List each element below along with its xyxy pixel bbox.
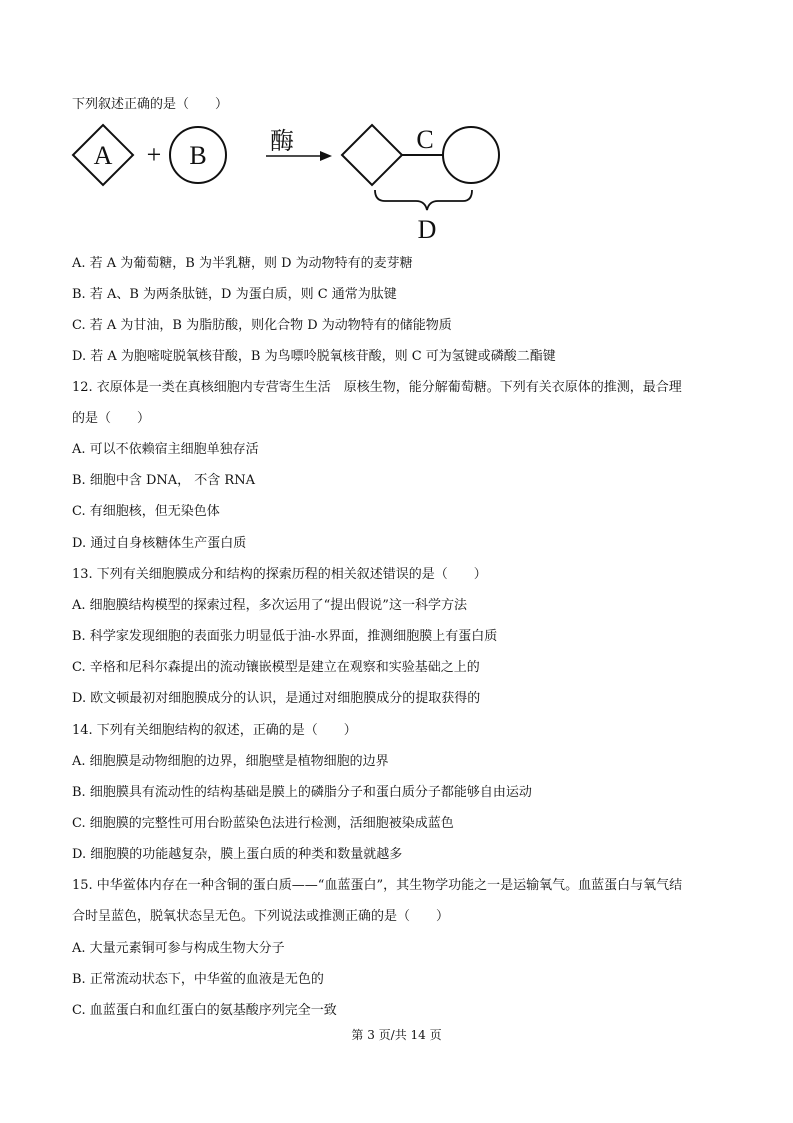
q12-option-c: C. 有细胞核，但无染色体: [72, 504, 220, 519]
question-13-stem: 13. 下列有关细胞膜成分和结构的探索历程的相关叙述错误的是（ ）: [72, 567, 487, 582]
reaction-diagram: [70, 118, 510, 246]
bond-c-label: C: [416, 125, 434, 154]
q11-option-b: B. 若 A、B 为两条肽链，D 为蛋白质，则 C 通常为肽键: [72, 287, 397, 302]
q14-option-b: B. 细胞膜具有流动性的结构基础是膜上的磷脂分子和蛋白质分子都能够自由运动: [72, 785, 532, 800]
product-d-label: D: [417, 215, 437, 244]
q15-option-c: C. 血蓝蛋白和血红蛋白的氨基酸序列完全一致: [72, 1003, 337, 1018]
enzyme-label: 酶: [270, 127, 294, 155]
q13-option-c: C. 辛格和尼科尔森提出的流动镶嵌模型是建立在观察和实验基础之上的: [72, 660, 480, 675]
question-11-stem: 下列叙述正确的是（ ）: [72, 97, 229, 112]
q13-option-a: A. 细胞膜结构模型的探索过程，多次运用了“提出假说”这一科学方法: [72, 598, 467, 613]
q12-option-d: D. 通过自身核糖体生产蛋白质: [72, 536, 247, 551]
plus-sign: +: [146, 140, 162, 169]
q14-option-d: D. 细胞膜的功能越复杂，膜上蛋白质的种类和数量就越多: [72, 847, 403, 862]
q15-option-b: B. 正常流动状态下，中华鲎的血液是无色的: [72, 972, 324, 987]
reactant-b-label: B: [189, 141, 207, 170]
product-circle: [443, 127, 499, 183]
q12-option-b: B. 细胞中含 DNA， 不含 RNA: [72, 473, 255, 488]
question-12-stem-line2: 的是（ ）: [72, 411, 151, 426]
q13-option-b: B. 科学家发现细胞的表面张力明显低于油-水界面，推测细胞膜上有蛋白质: [72, 629, 498, 644]
question-15-stem-line2: 合时呈蓝色，脱氧状态呈无色。下列说法或推测正确的是（ ）: [72, 909, 450, 924]
question-12-stem-line1: 12. 衣原体是一类在真核细胞内专营寄生生活 原核生物，能分解葡萄糖。下列有关衣原体的推测，最合理: [72, 380, 682, 395]
product-diamond: [342, 125, 402, 185]
question-15-stem-line1: 15. 中华鲎体内存在一种含铜的蛋白质——“血蓝蛋白”，其生物学功能之一是运输氧气。血蓝蛋白与氧气结: [72, 878, 683, 893]
q12-option-a: A. 可以不依赖宿主细胞单独存活: [72, 442, 259, 457]
q13-option-d: D. 欧文顿最初对细胞膜成分的认识，是通过对细胞膜成分的提取获得的: [72, 691, 481, 706]
q14-option-c: C. 细胞膜的完整性可用台盼蓝染色法进行检测，活细胞被染成蓝色: [72, 816, 454, 831]
page-number-footer: 第 3 页/共 14 页: [351, 1028, 442, 1042]
q11-option-c: C. 若 A 为甘油，B 为脂肪酸，则化合物 D 为动物特有的储能物质: [72, 318, 452, 333]
q11-option-d: D. 若 A 为胞嘧啶脱氧核苷酸，B 为鸟嘌呤脱氧核苷酸，则 C 可为氢键或磷酸二酯键: [72, 349, 556, 364]
reactant-a-label: A: [93, 141, 113, 170]
arrow-head: [320, 151, 332, 161]
q14-option-a: A. 细胞膜是动物细胞的边界，细胞壁是植物细胞的边界: [72, 754, 389, 769]
question-14-stem: 14. 下列有关细胞结构的叙述，正确的是（ ）: [72, 723, 357, 738]
q11-option-a: A. 若 A 为葡萄糖，B 为半乳糖，则 D 为动物特有的麦芽糖: [72, 256, 413, 271]
product-brace: [375, 190, 472, 210]
q15-option-a: A. 大量元素铜可参与构成生物大分子: [72, 941, 285, 956]
